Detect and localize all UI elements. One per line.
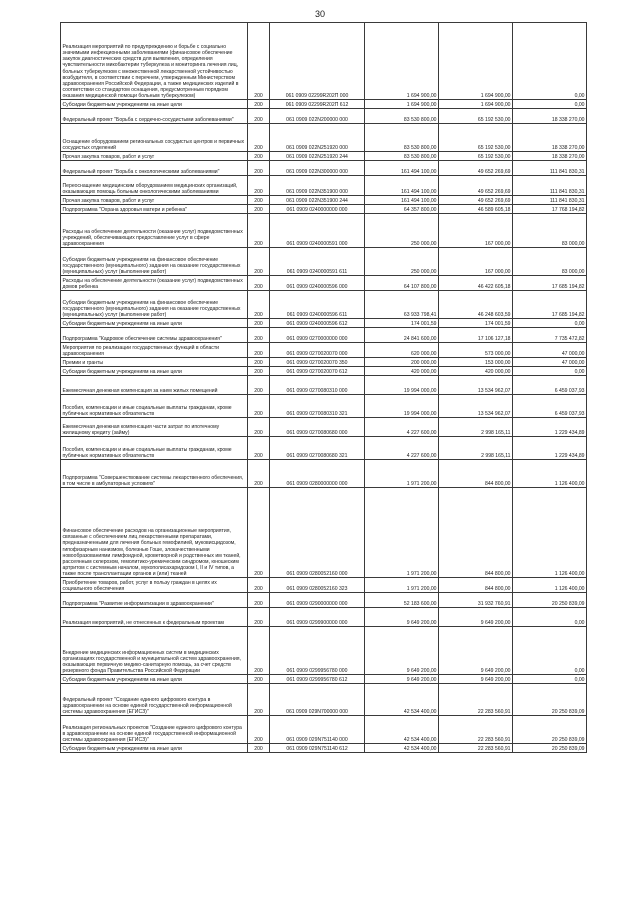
unexecuted-amount-cell: 18 338 270,00: [513, 124, 587, 152]
approved-amount-cell: 4 227 600,00: [365, 437, 439, 460]
approved-amount-cell: 52 183 600,00: [365, 593, 439, 608]
executed-amount-cell: 49 652 269,69: [439, 161, 513, 176]
row-name-cell: Мероприятия по реализации государственных функций в области здравоохранения: [61, 343, 248, 358]
executed-amount-cell: 65 192 530,00: [439, 109, 513, 124]
table-row: [61, 460, 587, 488]
budget-classification-code-cell: 061 0909 022N251920 244: [270, 152, 365, 161]
unexecuted-amount-cell: 20 250 839,09: [513, 684, 587, 716]
row-name-cell: Подпрограмма "Кадровое обеспечение системы здравоохранения": [61, 328, 248, 343]
admin-code-cell: 200: [248, 328, 270, 343]
approved-amount-cell: 83 530 800,00: [365, 152, 439, 161]
admin-code-cell: 200: [248, 376, 270, 395]
row-name-cell: Субсидии бюджетным учреждениям на иные цели: [61, 367, 248, 376]
row-name-cell: Ежемесячная денежная компенсация части затрат по ипотечному жилищному кредиту (займу): [61, 418, 248, 437]
row-name-cell: Ежемесячная денежная компенсация за наем жилых помещений: [61, 376, 248, 395]
budget-classification-code-cell: 061 0909 0270020070 000: [270, 343, 365, 358]
executed-amount-cell: 9 649 200,00: [439, 675, 513, 684]
unexecuted-amount-cell: 18 338 270,00: [513, 152, 587, 161]
table-row: [61, 593, 587, 608]
row-name-cell: Субсидии бюджетным учреждениям на иные цели: [61, 319, 248, 328]
executed-amount-cell: 49 652 269,69: [439, 196, 513, 205]
admin-code-cell: 200: [248, 744, 270, 753]
unexecuted-amount-cell: 7 735 472,82: [513, 328, 587, 343]
executed-amount-cell: 22 283 560,91: [439, 744, 513, 753]
admin-code-cell: 200: [248, 460, 270, 488]
approved-amount-cell: 42 534 400,00: [365, 684, 439, 716]
row-name-cell: Федеральный проект "Борьба с онкологическими заболеваниями": [61, 161, 248, 176]
row-name-cell: Пособия, компенсации и иные социальные выплаты гражданам, кроме публичных нормативных обязательств: [61, 437, 248, 460]
row-name-cell: Субсидии бюджетным учреждениям на иные цели: [61, 675, 248, 684]
admin-code-cell: 200: [248, 367, 270, 376]
page-number: 30: [314, 9, 325, 19]
executed-amount-cell: 844 800,00: [439, 488, 513, 578]
approved-amount-cell: 9 649 200,00: [365, 608, 439, 627]
admin-code-cell: 200: [248, 488, 270, 578]
executed-amount-cell: 153 000,00: [439, 358, 513, 367]
approved-amount-cell: 420 000,00: [365, 367, 439, 376]
unexecuted-amount-cell: 20 250 839,09: [513, 716, 587, 744]
executed-amount-cell: 49 652 269,69: [439, 176, 513, 196]
executed-amount-cell: 22 283 560,91: [439, 684, 513, 716]
budget-classification-code-cell: 061 0909 0240000596 612: [270, 319, 365, 328]
table-row: [61, 608, 587, 627]
budget-classification-code-cell: 061 0909 0280052160 000: [270, 488, 365, 578]
budget-classification-code-cell: 061 0909 0270000000 000: [270, 328, 365, 343]
approved-amount-cell: 19 994 000,00: [365, 395, 439, 418]
admin-code-cell: 200: [248, 100, 270, 109]
executed-amount-cell: 46 248 603,59: [439, 291, 513, 319]
budget-classification-code-cell: 061 0909 022N200000 000: [270, 109, 365, 124]
admin-code-cell: 200: [248, 205, 270, 214]
budget-classification-code-cell: 061 0909 0270080310 321: [270, 395, 365, 418]
budget-classification-code-cell: 061 0909 0270080680 000: [270, 418, 365, 437]
executed-amount-cell: 13 534 962,07: [439, 376, 513, 395]
admin-code-cell: 200: [248, 152, 270, 161]
approved-amount-cell: 250 000,00: [365, 248, 439, 276]
approved-amount-cell: 1 971 200,00: [365, 578, 439, 593]
unexecuted-amount-cell: 111 841 830,31: [513, 161, 587, 176]
admin-code-cell: 200: [248, 214, 270, 248]
budget-classification-code-cell: 061 0909 0270020070 612: [270, 367, 365, 376]
approved-amount-cell: 174 001,59: [365, 319, 439, 328]
budget-classification-code-cell: 061 0909 0240000591 611: [270, 248, 365, 276]
row-name-cell: Расходы на обеспечение деятельности (оказание услуг) подведомственных учреждений, обеспечивающих предоставление услуг в сфере здравоохранения: [61, 214, 248, 248]
row-name-cell: Переоснащение медицинским оборудованием медицинских организаций, оказывающих помощь больным онкологическими заболеваниями: [61, 176, 248, 196]
approved-amount-cell: 83 530 800,00: [365, 109, 439, 124]
admin-code-cell: 200: [248, 716, 270, 744]
row-name-cell: Приобретение товаров, работ, услуг в пользу граждан в целях их социального обеспечения: [61, 578, 248, 593]
budget-classification-code-cell: 061 0909 0280052160 323: [270, 578, 365, 593]
table-row: [61, 716, 587, 744]
budget-classification-code-cell: 061 0909 0270080680 321: [270, 437, 365, 460]
unexecuted-amount-cell: 0,00: [513, 100, 587, 109]
budget-classification-code-cell: 061 0909 0290000000 000: [270, 593, 365, 608]
unexecuted-amount-cell: 17 768 194,82: [513, 205, 587, 214]
unexecuted-amount-cell: 0,00: [513, 23, 587, 100]
table-row: [61, 100, 587, 109]
executed-amount-cell: 174 001,59: [439, 319, 513, 328]
budget-classification-code-cell: 061 0909 0299956780 612: [270, 675, 365, 684]
table-row: [61, 488, 587, 578]
table-row: [61, 291, 587, 319]
approved-amount-cell: 161 494 100,00: [365, 161, 439, 176]
approved-amount-cell: 1 971 200,00: [365, 460, 439, 488]
unexecuted-amount-cell: 1 126 400,00: [513, 460, 587, 488]
row-name-cell: Реализация мероприятий, не отнесенных к федеральным проектам: [61, 608, 248, 627]
approved-amount-cell: 1 694 900,00: [365, 23, 439, 100]
admin-code-cell: 200: [248, 437, 270, 460]
row-name-cell: Прочая закупка товаров, работ и услуг: [61, 152, 248, 161]
executed-amount-cell: 844 800,00: [439, 578, 513, 593]
approved-amount-cell: 620 000,00: [365, 343, 439, 358]
table-row: [61, 214, 587, 248]
row-name-cell: Подпрограмма "Совершенствование системы лекарственного обеспечения, в том числе в амбулаторных условиях": [61, 460, 248, 488]
budget-classification-code-cell: 061 0909 0270080310 000: [270, 376, 365, 395]
executed-amount-cell: 17 106 127,18: [439, 328, 513, 343]
row-name-cell: Федеральный проект "Борьба с сердечно-сосудистыми заболеваниями": [61, 109, 248, 124]
table-row: [61, 124, 587, 152]
row-name-cell: Внедрение медицинских информационных систем в медицинских организациях государственной и муниципальной систем здравоохранения, оказывающих первичную медико-санитарную помощь, за счет средств резервного фонда Правительства Российской Федерации: [61, 627, 248, 675]
approved-amount-cell: 161 494 100,00: [365, 176, 439, 196]
unexecuted-amount-cell: 0,00: [513, 675, 587, 684]
budget-classification-code-cell: 061 0909 029N751140 000: [270, 716, 365, 744]
executed-amount-cell: 13 534 962,07: [439, 395, 513, 418]
table-row: [61, 578, 587, 593]
table-row: [61, 627, 587, 675]
admin-code-cell: 200: [248, 675, 270, 684]
budget-classification-code-cell: 061 0909 029N751140 612: [270, 744, 365, 753]
admin-code-cell: 200: [248, 124, 270, 152]
approved-amount-cell: 200 000,00: [365, 358, 439, 367]
executed-amount-cell: 9 649 200,00: [439, 608, 513, 627]
approved-amount-cell: 64 107 800,00: [365, 276, 439, 291]
table-row: [61, 675, 587, 684]
executed-amount-cell: 9 649 200,00: [439, 627, 513, 675]
admin-code-cell: 200: [248, 161, 270, 176]
table-row: [61, 744, 587, 753]
budget-classification-code-cell: 061 0909 0240000596 000: [270, 276, 365, 291]
row-name-cell: Финансовое обеспечение расходов на организационные мероприятия, связанные с обеспечением лиц лекарственными препаратами, предназначенными для лечения больных гемофилией, муковисцидозом, гипофизарным нанизмом, болезнью Гоше, злокачественными новообразованиями лимфоидной, кроветворной и родственных им тканей, рассеянным склерозом, гемолитико-уремическим синдромом, юношеским артритом с системным началом, мукополисахаридозом I, II и IV типов, а также после трансплантации органов и (или) тканей: [61, 488, 248, 578]
approved-amount-cell: 250 000,00: [365, 214, 439, 248]
budget-classification-code-cell: 061 0909 029N700000 000: [270, 684, 365, 716]
row-name-cell: Субсидии бюджетным учреждениям на иные цели: [61, 744, 248, 753]
unexecuted-amount-cell: 18 338 270,00: [513, 109, 587, 124]
budget-classification-code-cell: 061 0909 022N351900 000: [270, 176, 365, 196]
approved-amount-cell: 63 933 798,41: [365, 291, 439, 319]
table-row: [61, 684, 587, 716]
budget-classification-code-cell: 061 0909 0240000591 000: [270, 214, 365, 248]
admin-code-cell: 200: [248, 248, 270, 276]
table-row: [61, 319, 587, 328]
approved-amount-cell: 19 994 000,00: [365, 376, 439, 395]
row-name-cell: Федеральный проект "Создание единого цифрового контура в здравоохранении на основе единой государственной информационной системы здравоохранения (ЕГИСЗ)": [61, 684, 248, 716]
row-name-cell: Оснащение оборудованием региональных сосудистых центров и первичных сосудистых отделений: [61, 124, 248, 152]
row-name-cell: Прочая закупка товаров, работ и услуг: [61, 196, 248, 205]
budget-classification-code-cell: 061 0909 02299R202П 612: [270, 100, 365, 109]
row-name-cell: Подпрограмма "Развитие информатизации в здравоохранении": [61, 593, 248, 608]
executed-amount-cell: 65 192 530,00: [439, 124, 513, 152]
admin-code-cell: 200: [248, 319, 270, 328]
executed-amount-cell: 2 998 165,11: [439, 437, 513, 460]
table-row: [61, 367, 587, 376]
executed-amount-cell: 31 932 760,91: [439, 593, 513, 608]
budget-classification-code-cell: 061 0909 02299R202П 000: [270, 23, 365, 100]
budget-classification-code-cell: 061 0909 022N300000 000: [270, 161, 365, 176]
row-name-cell: Субсидии бюджетным учреждениям на иные цели: [61, 100, 248, 109]
table-row: [61, 152, 587, 161]
budget-classification-code-cell: 061 0909 0299900000 000: [270, 608, 365, 627]
unexecuted-amount-cell: 0,00: [513, 319, 587, 328]
admin-code-cell: 200: [248, 109, 270, 124]
row-name-cell: Субсидии бюджетным учреждениям на финансовое обеспечение государственного (муниципального) задания на оказание государственных (муниципальных) услуг (выполнение работ): [61, 291, 248, 319]
budget-classification-code-cell: 061 0909 0280000000 000: [270, 460, 365, 488]
budget-classification-code-cell: 061 0909 022N251920 000: [270, 124, 365, 152]
budget-classification-code-cell: 061 0909 0240000000 000: [270, 205, 365, 214]
admin-code-cell: 200: [248, 578, 270, 593]
unexecuted-amount-cell: 6 459 037,93: [513, 395, 587, 418]
approved-amount-cell: 83 530 800,00: [365, 124, 439, 152]
table-row: [61, 376, 587, 395]
table-row: [61, 23, 587, 100]
table-row: [61, 196, 587, 205]
executed-amount-cell: 2 998 165,11: [439, 418, 513, 437]
table-row: [61, 276, 587, 291]
budget-classification-code-cell: 061 0909 0270020070 350: [270, 358, 365, 367]
approved-amount-cell: 42 534 400,00: [365, 716, 439, 744]
admin-code-cell: 200: [248, 627, 270, 675]
admin-code-cell: 200: [248, 608, 270, 627]
table-row: [61, 109, 587, 124]
table-row: [61, 248, 587, 276]
unexecuted-amount-cell: 47 000,00: [513, 343, 587, 358]
table-row: [61, 161, 587, 176]
approved-amount-cell: 1 694 900,00: [365, 100, 439, 109]
executed-amount-cell: 1 694 900,00: [439, 100, 513, 109]
unexecuted-amount-cell: 83 000,00: [513, 248, 587, 276]
budget-classification-code-cell: 061 0909 0299956780 000: [270, 627, 365, 675]
approved-amount-cell: 42 534 400,00: [365, 744, 439, 753]
approved-amount-cell: 9 649 200,00: [365, 627, 439, 675]
admin-code-cell: 200: [248, 23, 270, 100]
row-name-cell: Субсидии бюджетным учреждениям на финансовое обеспечение государственного (муниципального) задания на оказание государственных (муниципальных) услуг (выполнение работ): [61, 248, 248, 276]
table-row: [61, 437, 587, 460]
admin-code-cell: 200: [248, 196, 270, 205]
table-row: [61, 176, 587, 196]
admin-code-cell: 200: [248, 593, 270, 608]
unexecuted-amount-cell: 1 126 400,00: [513, 488, 587, 578]
row-name-cell: Реализация мероприятий по предупреждению и борьбе с социально значимыми инфекционными заболеваниями (финансовое обеспечение закупок диагностических средств для выявления, определения чувствительности микобактерии туберкулеза и мониторинга лечения лиц, больных туберкулезом с множественной лекарственной устойчивостью возбудителя, в соответствии с перечнем, утвержденным Министерством здравоохранения Российской Федерации, а также медицинских изделий в соответствии со стандартом оснащения, предусмотренным порядком оказания медицинской помощи больным туберкулезом): [61, 23, 248, 100]
approved-amount-cell: 9 649 200,00: [365, 675, 439, 684]
budget-execution-table: [60, 22, 587, 753]
admin-code-cell: 200: [248, 684, 270, 716]
admin-code-cell: 200: [248, 291, 270, 319]
unexecuted-amount-cell: 6 459 037,93: [513, 376, 587, 395]
row-name-cell: Премии и гранты: [61, 358, 248, 367]
executed-amount-cell: 22 283 560,91: [439, 716, 513, 744]
unexecuted-amount-cell: 0,00: [513, 608, 587, 627]
unexecuted-amount-cell: 111 841 830,31: [513, 176, 587, 196]
unexecuted-amount-cell: 111 841 830,31: [513, 196, 587, 205]
unexecuted-amount-cell: 83 000,00: [513, 214, 587, 248]
admin-code-cell: 200: [248, 358, 270, 367]
unexecuted-amount-cell: 1 229 434,89: [513, 437, 587, 460]
executed-amount-cell: 65 192 530,00: [439, 152, 513, 161]
table-row: [61, 418, 587, 437]
executed-amount-cell: 1 694 900,00: [439, 23, 513, 100]
executed-amount-cell: 46 589 605,18: [439, 205, 513, 214]
admin-code-cell: 200: [248, 395, 270, 418]
executed-amount-cell: 420 000,00: [439, 367, 513, 376]
table-row: [61, 328, 587, 343]
budget-classification-code-cell: 061 0909 022N351900 244: [270, 196, 365, 205]
admin-code-cell: 200: [248, 276, 270, 291]
unexecuted-amount-cell: 1 229 434,89: [513, 418, 587, 437]
table-row: [61, 395, 587, 418]
approved-amount-cell: 24 841 600,00: [365, 328, 439, 343]
approved-amount-cell: 161 494 100,00: [365, 196, 439, 205]
table-row: [61, 343, 587, 358]
admin-code-cell: 200: [248, 176, 270, 196]
row-name-cell: Подпрограмма "Охрана здоровья матери и ребенка": [61, 205, 248, 214]
unexecuted-amount-cell: 0,00: [513, 367, 587, 376]
executed-amount-cell: 167 000,00: [439, 248, 513, 276]
unexecuted-amount-cell: 20 250 839,09: [513, 744, 587, 753]
unexecuted-amount-cell: 17 685 194,82: [513, 291, 587, 319]
row-name-cell: Расходы на обеспечение деятельности (оказание услуг) подведомственных домов ребенка: [61, 276, 248, 291]
executed-amount-cell: 573 000,00: [439, 343, 513, 358]
unexecuted-amount-cell: 47 000,00: [513, 358, 587, 367]
unexecuted-amount-cell: 20 250 839,09: [513, 593, 587, 608]
executed-amount-cell: 844 800,00: [439, 460, 513, 488]
admin-code-cell: 200: [248, 418, 270, 437]
unexecuted-amount-cell: 1 126 400,00: [513, 578, 587, 593]
unexecuted-amount-cell: 0,00: [513, 627, 587, 675]
unexecuted-amount-cell: 17 685 194,82: [513, 276, 587, 291]
approved-amount-cell: 64 357 800,00: [365, 205, 439, 214]
table-row: [61, 205, 587, 214]
budget-classification-code-cell: 061 0909 0240000596 611: [270, 291, 365, 319]
approved-amount-cell: 4 227 600,00: [365, 418, 439, 437]
approved-amount-cell: 1 971 200,00: [365, 488, 439, 578]
executed-amount-cell: 46 422 605,18: [439, 276, 513, 291]
table-row: [61, 358, 587, 367]
row-name-cell: Пособия, компенсации и иные социальные выплаты гражданам, кроме публичных нормативных обязательств: [61, 395, 248, 418]
executed-amount-cell: 167 000,00: [439, 214, 513, 248]
admin-code-cell: 200: [248, 343, 270, 358]
row-name-cell: Реализация региональных проектов "Создание единого цифрового контура в здравоохранении на основе единой государственной информационной системы здравоохранения (ЕГИСЗ)": [61, 716, 248, 744]
